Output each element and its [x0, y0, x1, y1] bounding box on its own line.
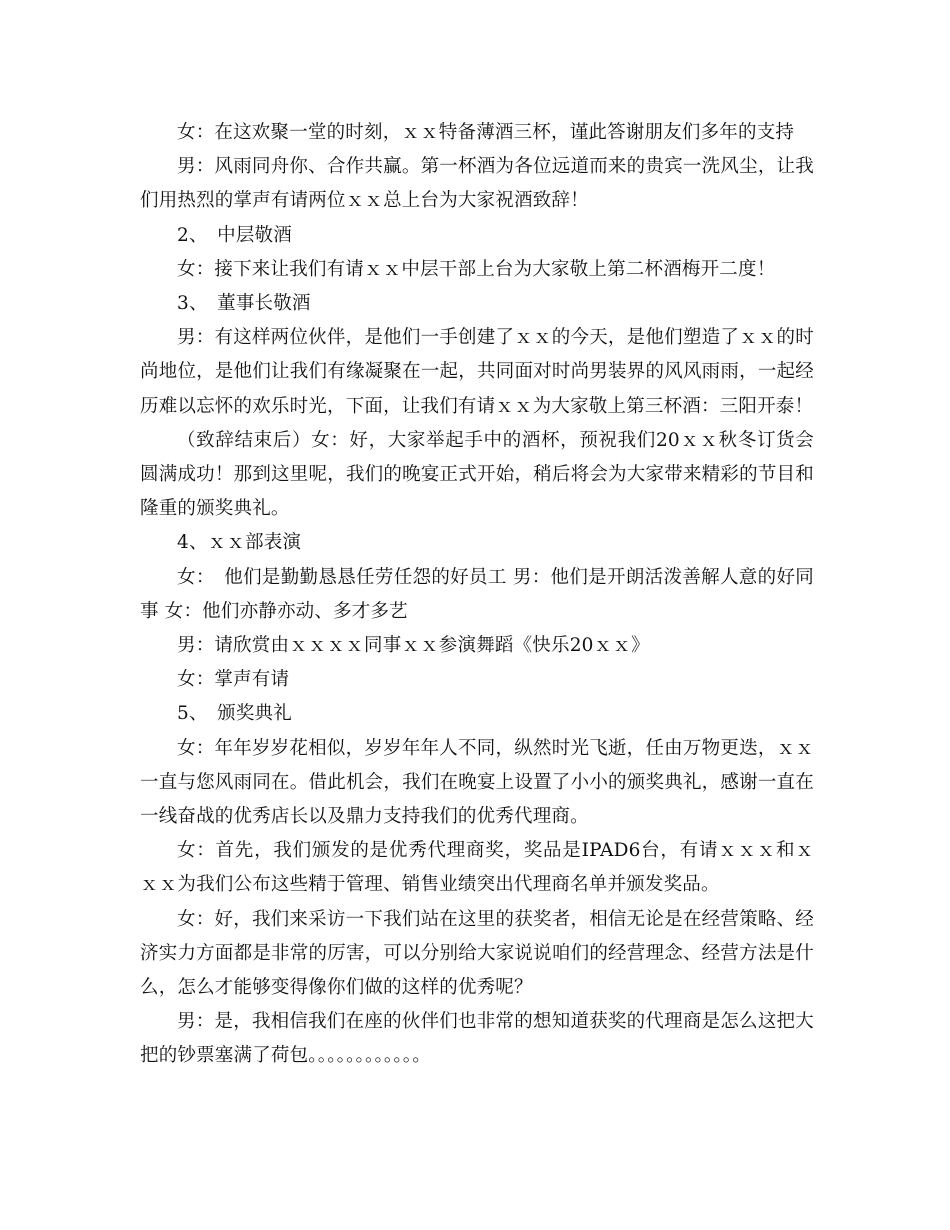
paragraph-second-toast: 女：接下来让我们有请ｘｘ中层干部上台为大家敬上第二杯酒梅开二度！ [177, 258, 776, 280]
paragraph-applause: 女：掌声有请 [177, 669, 290, 691]
paragraph-toast-intro: 女：在这欢聚一堂的时刻，ｘｘ特备薄酒三杯，谨此答谢朋友们多年的支持 [177, 122, 795, 143]
paragraph-third-toast: 男：有这样两位伙伴，是他们一手创建了ｘｘ的今天，是他们塑造了ｘｘ的时尚地位，是他们让我们有缘凝聚在一起，共同面对时尚男装界的风风雨雨，一起经历难以忘怀的欢乐时光，下面，让我们有请ｘｘ为大家敬上第三杯酒：三阳开泰！ [140, 327, 814, 417]
paragraph-performance-intro: 女： 他们是勤勤恳恳任劳任怨的好员工 男：他们是开朗活泼善解人意的好同事 女：他们亦静亦动、多才多艺 [140, 566, 814, 622]
section-heading-middle-managers: 2、 中层敬酒 [177, 224, 292, 246]
paragraph-agent-award: 女：首先，我们颁发的是优秀代理商奖，奖品是IPAD6台，有请ｘｘｘ和ｘｘｘ为我们公布这些精于管理、销售业绩突出代理商名单并颁发奖品。 [140, 840, 814, 896]
paragraph-dance: 男：请欣赏由ｘｘｘｘ同事ｘｘ参演舞蹈《快乐20ｘｘ》 [177, 635, 650, 657]
section-heading-performance: 4、ｘｘ部表演 [177, 532, 302, 554]
paragraph-closing: 男：是，我相信我们在座的伙伴们也非常的想知道获奖的代理商是怎么这把大把的钞票塞满了荷包。。。。。。。。。。。。 [140, 1011, 814, 1067]
section-heading-awards: 5、 颁奖典礼 [177, 703, 292, 725]
paragraph-awards-intro: 女：年年岁岁花相似，岁岁年年人不同，纵然时光飞逝，任由万物更迭，ｘｘ一直与您风雨同在。借此机会，我们在晚宴上设置了小小的颁奖典礼，感谢一直在一线奋战的优秀店长以及鼎力支持我们的优秀代理商。 [140, 737, 814, 828]
section-heading-chairman: 3、 董事长敬酒 [177, 293, 311, 315]
paragraph-first-toast: 男：风雨同舟你、合作共赢。第一杯酒为各位远道而来的贵宾一洗风尘，让我们用热烈的掌声有请两位ｘｘ总上台为大家祝酒致辞！ [140, 156, 814, 212]
paragraph-interview: 女：好，我们来采访一下我们站在这里的获奖者，相信无论是在经营策略、经济实力方面都是非常的厉害，可以分别给大家说说咱们的经营理念、经营方法是什么，怎么才能够变得像你们做的这样的优秀呢？ [140, 908, 814, 999]
paragraph-banquet-start: （致辞结束后）女：好，大家举起手中的酒杯，预祝我们20ｘｘ秋冬订货会圆满成功！那到这里呢，我们的晚宴正式开始，稍后将会为大家带来精彩的节目和隆重的颁奖典礼。 [140, 429, 814, 520]
document-page [140, 116, 814, 1074]
